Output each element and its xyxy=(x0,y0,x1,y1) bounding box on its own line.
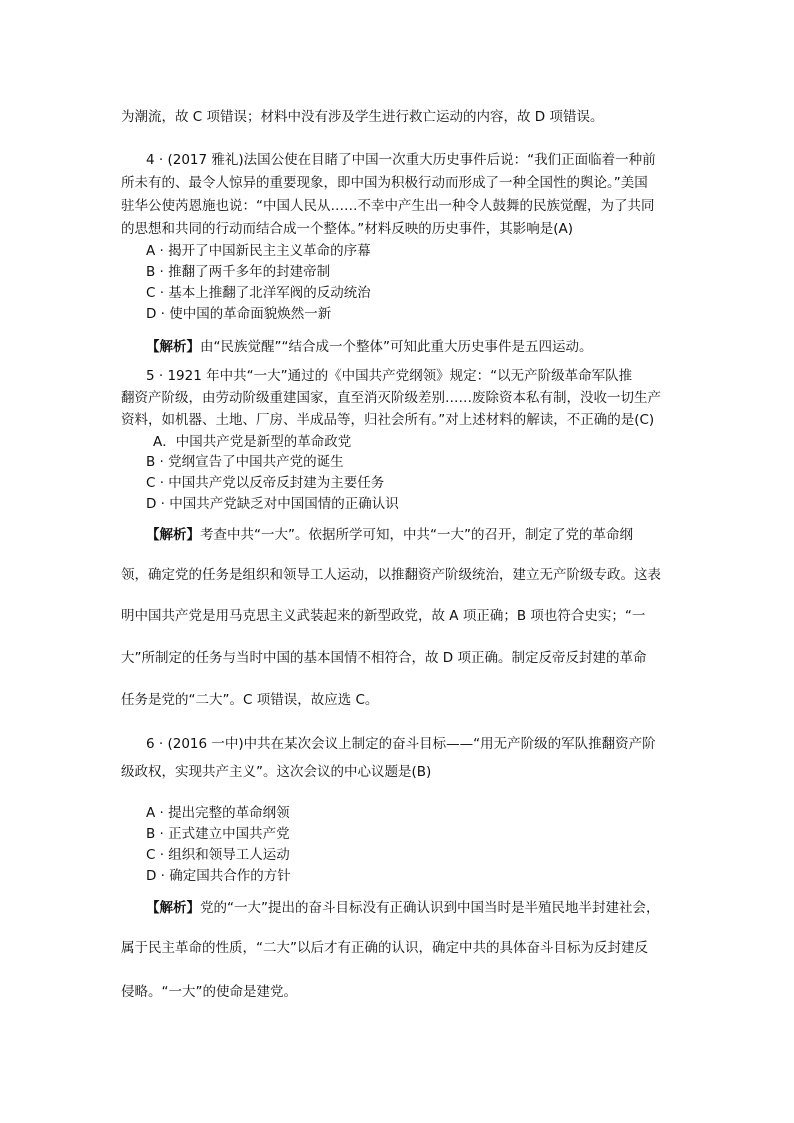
option-c: C · 中国共产党以反帝反封建为主要任务 xyxy=(146,475,385,491)
analysis-label: 【解析】 xyxy=(146,900,200,916)
text-line: 翻资产阶级，由劳动阶级重建国家，直至消灭阶级差别……废除资本私有制，没收一切生产 xyxy=(121,390,661,406)
option-a: A · 提出完整的革命纲领 xyxy=(146,805,290,821)
text-line: 明中国共产党是用马克思主义武装起来的新型政党，故 A 项正确；B 项也符合史实；“一 xyxy=(121,608,646,624)
option-a: A · 揭开了中国新民主主义革命的序幕 xyxy=(146,243,371,259)
text-line: 级政权，实现共产主义”。这次会议的中心议题是(B) xyxy=(121,764,432,780)
text-line: 为潮流，故 C 项错误；材料中没有涉及学生进行救亡运动的内容，故 D 项错误。 xyxy=(121,109,604,125)
option-b: B · 正式建立中国共产党 xyxy=(146,826,290,842)
text-line: 大”所制定的任务与当时中国的基本国情不相符合，故 D 项正确。制定反帝反封建的革命 xyxy=(121,650,647,666)
text-line: 的思想和共同的行动而结合成一个整体。”材料反映的历史事件，其影响是(A) xyxy=(121,221,574,237)
text-line: 属于民主革命的性质，“二大”以后才有正确的认识，确定中共的具体奋斗目标为反封建反 xyxy=(121,940,648,956)
question-5-stem: 5 · 1921 年中共“一大”通过的《中国共产党纲领》规定：“以无产阶级革命军队推 xyxy=(146,368,633,384)
option-b: B · 党纲宣告了中国共产党的诞生 xyxy=(146,454,344,470)
option-d: D · 确定国共合作的方针 xyxy=(146,868,291,884)
text-line: 领，确定党的任务是组织和领导工人运动，以推翻资产阶级统治，建立无产阶级专政。这表 xyxy=(121,567,661,583)
analysis-5 xyxy=(146,526,633,544)
analysis-label: 【解析】 xyxy=(146,527,200,543)
text-line: 驻华公使芮恩施也说：“中国人民从……不幸中产生出一种令人鼓舞的民族觉醒，为了共同 xyxy=(121,198,655,214)
option-c: C · 组织和领导工人运动 xyxy=(146,847,290,863)
analysis-6 xyxy=(146,899,660,917)
analysis-label: 【解析】 xyxy=(146,339,200,355)
option-d: D · 中国共产党缺乏对中国国情的正确认识 xyxy=(146,496,399,512)
analysis-text: 党的“一大”提出的奋斗目标没有正确认识到中国当时是半殖民地半封建社会， xyxy=(200,900,660,916)
question-6-stem: 6 · (2016 一中)中共在某次会议上制定的奋斗目标——“用无产阶级的军队推翻资产阶 xyxy=(146,736,656,752)
question-4-stem: 4 · (2017 雅礼)法国公使在目睹了中国一次重大历史事件后说：“我们正面临着一种前 xyxy=(146,152,656,168)
analysis-4 xyxy=(146,338,592,356)
option-a: A．中国共产党是新型的革命政党 xyxy=(153,434,352,450)
analysis-text: 考查中共“一大”。依据所学可知，中共“一大”的召开，制定了党的革命纲 xyxy=(200,527,633,543)
text-line: 任务是党的“二大”。C 项错误，故应选 C。 xyxy=(121,692,379,708)
text-line: 侵略。“一大”的使命是建党。 xyxy=(121,984,297,1000)
text-line: 所未有的、最令人惊异的重要现象，即中国为积极行动而形成了一种全国性的舆论。”美国 xyxy=(121,175,648,191)
analysis-text: 由“民族觉醒”“结合成一个整体”可知此重大历史事件是五四运动。 xyxy=(200,339,593,355)
option-b: B · 推翻了两千多年的封建帝制 xyxy=(146,264,331,280)
option-c: C · 基本上推翻了北洋军阀的反动统治 xyxy=(146,285,371,301)
option-d: D · 使中国的革命面貌焕然一新 xyxy=(146,306,332,322)
text-line: 资料，如机器、土地、厂房、半成品等，归社会所有。”对上述材料的解读，不正确的是(C) xyxy=(121,412,655,428)
